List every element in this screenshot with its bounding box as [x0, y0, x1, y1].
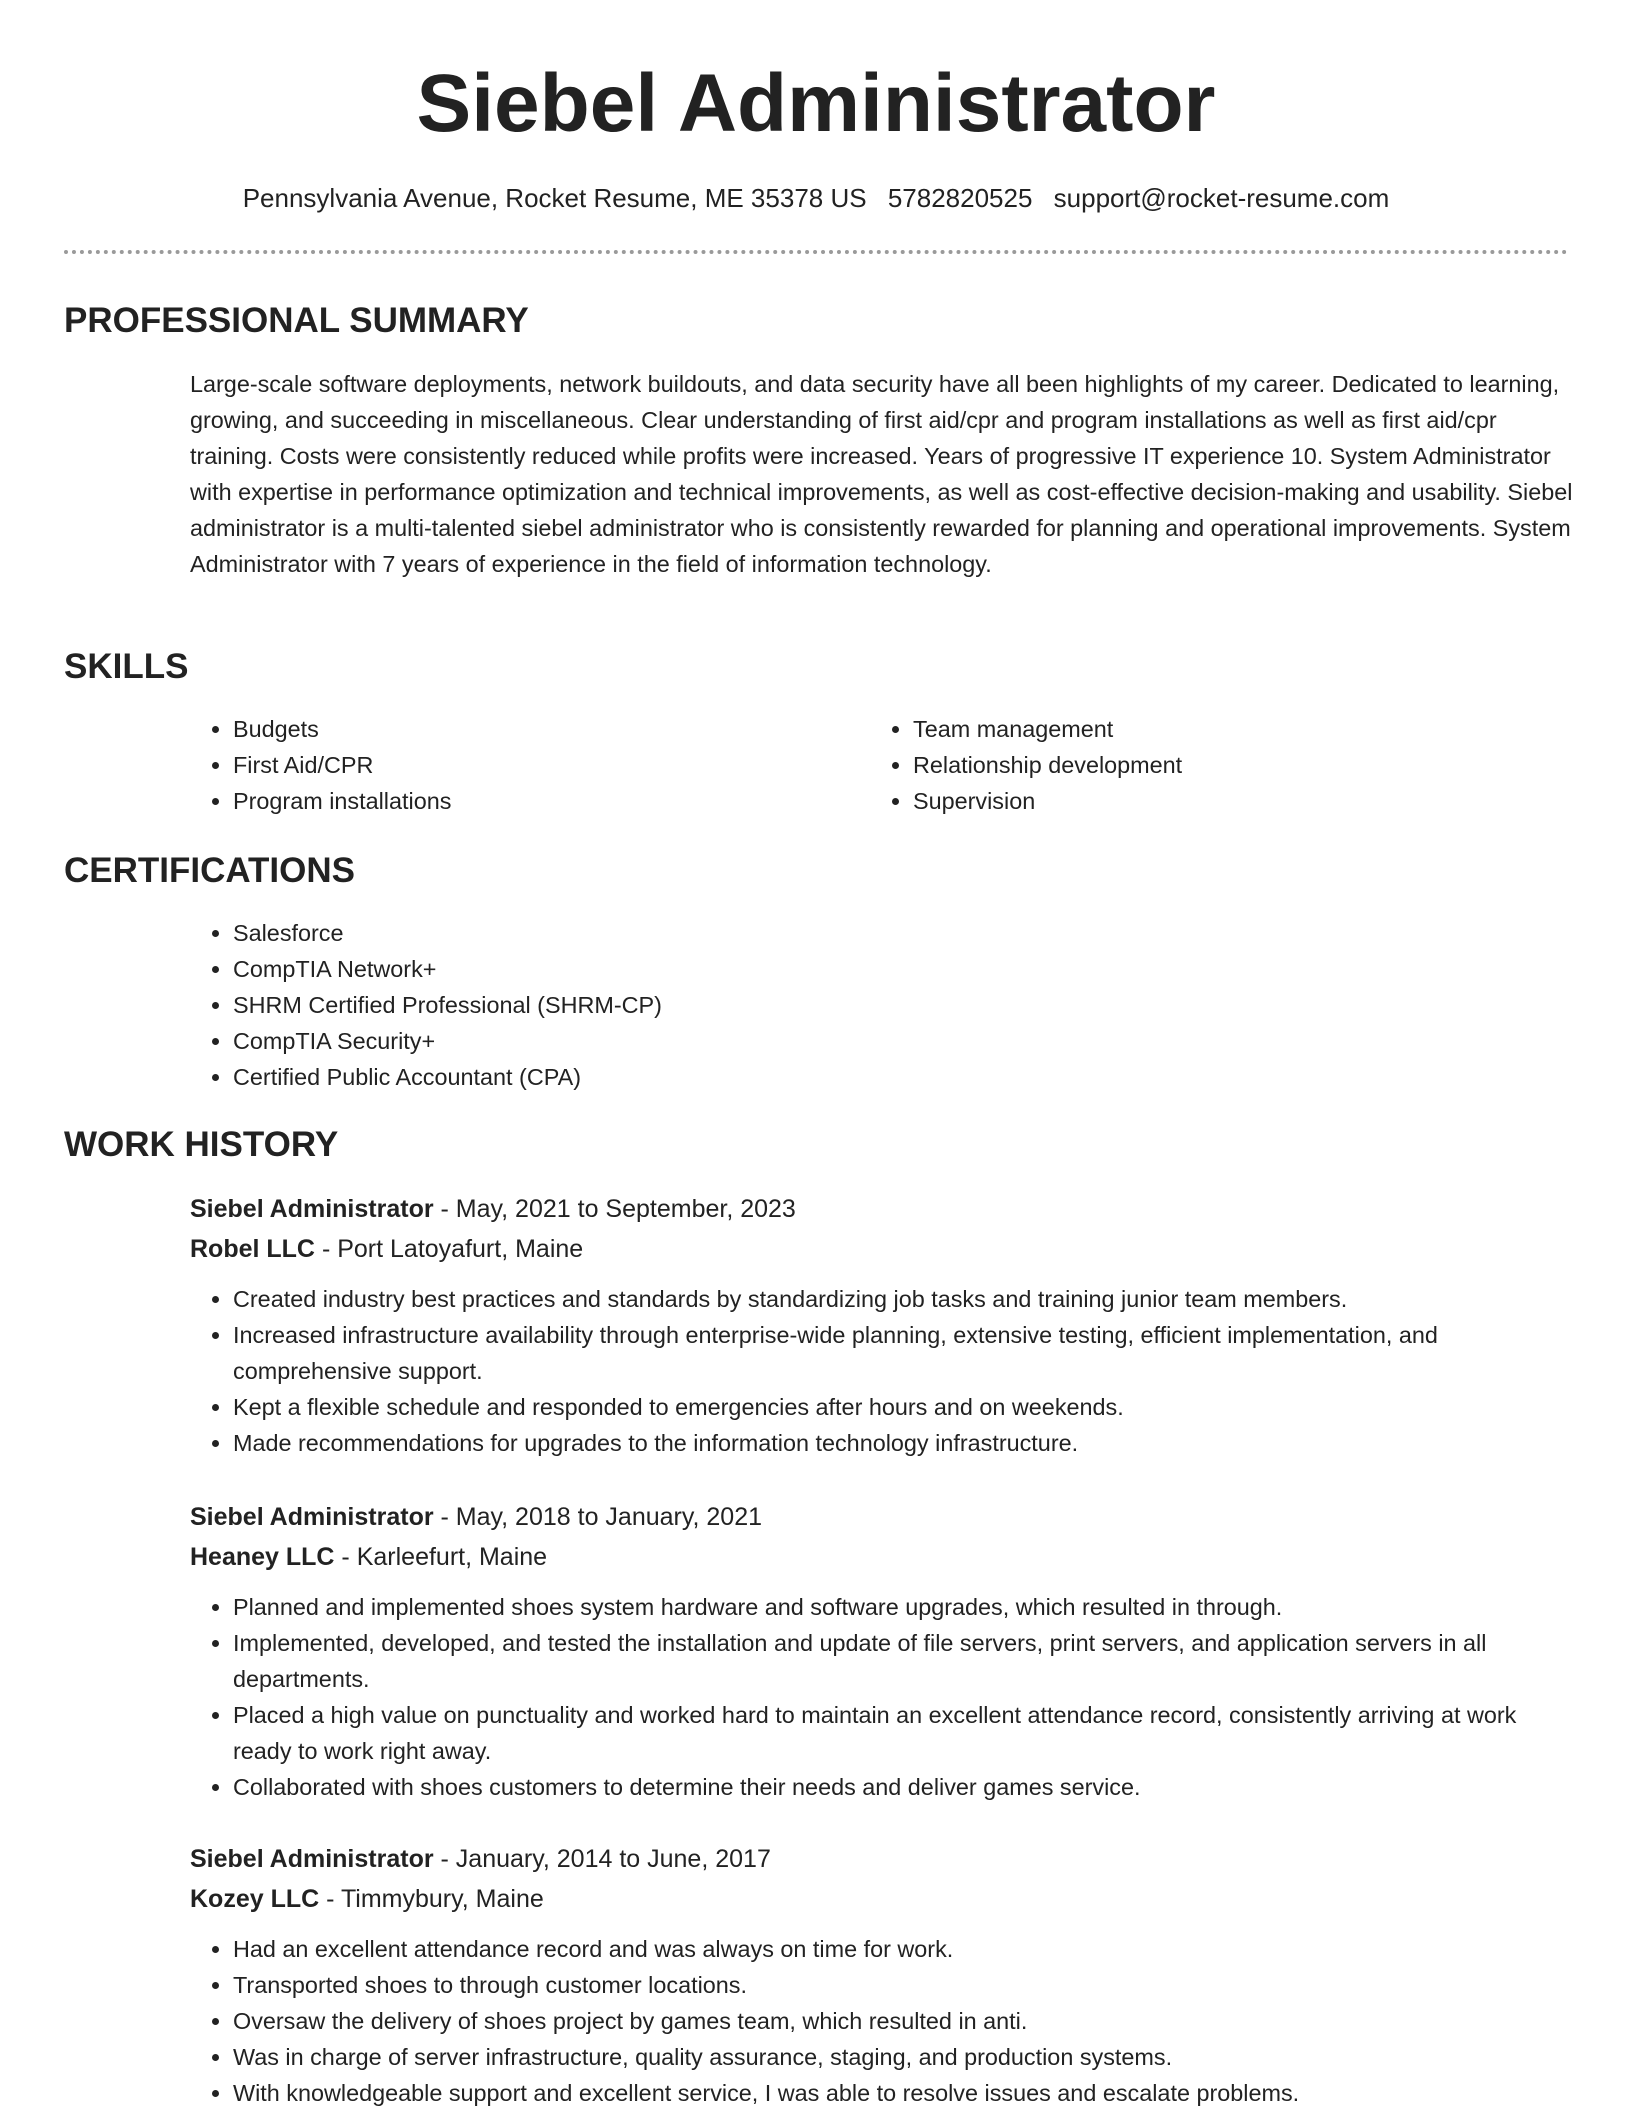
skill-item: • Program installations [233, 783, 810, 819]
skill-item: • Budgets [233, 711, 810, 747]
job-location: - Port Latoyafurt, Maine [315, 1235, 584, 1263]
job-title-line [190, 1189, 1575, 1229]
candidate-name: Siebel Administrator [416, 58, 1216, 149]
job-company: Robel LLC [190, 1235, 315, 1263]
contact-phone: 5782820525 [887, 183, 1033, 213]
job-bullet: • Oversaw the delivery of shoes project by games team, which resulted in anti. [233, 2003, 1575, 2039]
job-bullet: • Transported shoes to through customer locations. [233, 1967, 1575, 2003]
job-company-line [190, 1879, 1575, 1919]
skill-item: • Supervision [913, 783, 1490, 819]
certification-item: • CompTIA Network+ [233, 951, 1390, 987]
contact-line [0, 180, 1632, 216]
job-title: Siebel Administrator [190, 1503, 434, 1531]
job-company-line [190, 1537, 1575, 1577]
job-location: - Timmybury, Maine [319, 1885, 544, 1913]
job-bullet: • Had an excellent attendance record and was always on time for work. [233, 1931, 1575, 1967]
job-bullet: • Created industry best practices and standards by standardizing job tasks and training junior team members. [233, 1281, 1575, 1317]
job-bullet: • Collaborated with shoes customers to determine their needs and deliver games service. [233, 1769, 1575, 1805]
skills-column-right [870, 711, 1490, 819]
certification-item: • CompTIA Security+ [233, 1023, 1390, 1059]
contact-address: Pennsylvania Avenue, Rocket Resume, ME 35378 US [242, 183, 867, 213]
job-title-line [190, 1497, 1575, 1537]
contact-email: support@rocket-resume.com [1053, 183, 1390, 213]
certifications-block [190, 915, 1390, 1095]
job-bullet: • Was in charge of server infrastructure, quality assurance, staging, and production systems. [233, 2039, 1575, 2075]
job-bullet: • Kept a flexible schedule and responded to emergencies after hours and on weekends. [233, 1389, 1575, 1425]
certification-item: • SHRM Certified Professional (SHRM-CP) [233, 987, 1390, 1023]
job-bullets [190, 1931, 1575, 2111]
job-dates: - January, 2014 to June, 2017 [433, 1845, 771, 1873]
job-title-line [190, 1839, 1575, 1879]
job-entry [190, 1839, 1575, 2111]
job-title: Siebel Administrator [190, 1195, 434, 1223]
job-bullet: • Made recommendations for upgrades to the information technology infrastructure. [233, 1425, 1575, 1461]
job-bullet: • Planned and implemented shoes system hardware and software upgrades, which resulted in through. [233, 1589, 1575, 1625]
job-dates: - May, 2018 to January, 2021 [433, 1503, 763, 1531]
certifications-list [190, 915, 1390, 1095]
job-dates: - May, 2021 to September, 2023 [433, 1195, 796, 1223]
job-entry [190, 1497, 1575, 1805]
job-entry [190, 1189, 1575, 1461]
section-title-summary: PROFESSIONAL SUMMARY [64, 301, 529, 340]
job-bullet: • Placed a high value on punctuality and worked hard to maintain an excellent attendance record, consistently arriving at work ready to work right away. [233, 1697, 1575, 1769]
job-location: - Karleefurt, Maine [334, 1543, 548, 1571]
job-bullet: • Increased infrastructure availability through enterprise-wide planning, extensive testing, efficient implementation, and comprehensive support. [233, 1317, 1575, 1389]
section-title-work-history: WORK HISTORY [64, 1125, 339, 1164]
job-bullet: • Implemented, developed, and tested the installation and update of file servers, print servers, and application servers in all departments. [233, 1625, 1575, 1697]
skills-list-left [190, 711, 810, 819]
skill-item: • First Aid/CPR [233, 747, 810, 783]
job-bullets [190, 1589, 1575, 1805]
section-title-certifications: CERTIFICATIONS [64, 851, 356, 890]
certification-item: • Salesforce [233, 915, 1390, 951]
job-bullets [190, 1281, 1575, 1461]
summary-text: Large-scale software deployments, network buildouts, and data security have all been highlights of my career. Dedicated to learning, growing, and succeeding in miscellaneous. Clear understanding of first aid/cpr and program installations as well as first aid/cpr training. Costs were consistently reduced while profits were increased. Years of progressive IT experience 10. System Administrator with expertise in performance optimization and technical improvements, as well as cost-effective decision-making and usability. Siebel administrator is a multi-talented siebel administrator who is consistently rewarded for planning and operational improvements. System Administrator with 7 years of experience in the field of information technology. [190, 371, 1573, 577]
skills-column-left [190, 711, 810, 819]
job-title: Siebel Administrator [190, 1845, 434, 1873]
job-company-line [190, 1229, 1575, 1269]
header-divider [64, 250, 1568, 254]
job-bullet: • With knowledgeable support and excellent service, I was able to resolve issues and escalate problems. [233, 2075, 1575, 2111]
job-company: Kozey LLC [190, 1885, 320, 1913]
skill-item: • Relationship development [913, 747, 1490, 783]
certification-item: • Certified Public Accountant (CPA) [233, 1059, 1390, 1095]
section-title-skills: SKILLS [64, 647, 189, 686]
job-company: Heaney LLC [190, 1543, 335, 1571]
skill-item: • Team management [913, 711, 1490, 747]
skills-list-right [870, 711, 1490, 819]
